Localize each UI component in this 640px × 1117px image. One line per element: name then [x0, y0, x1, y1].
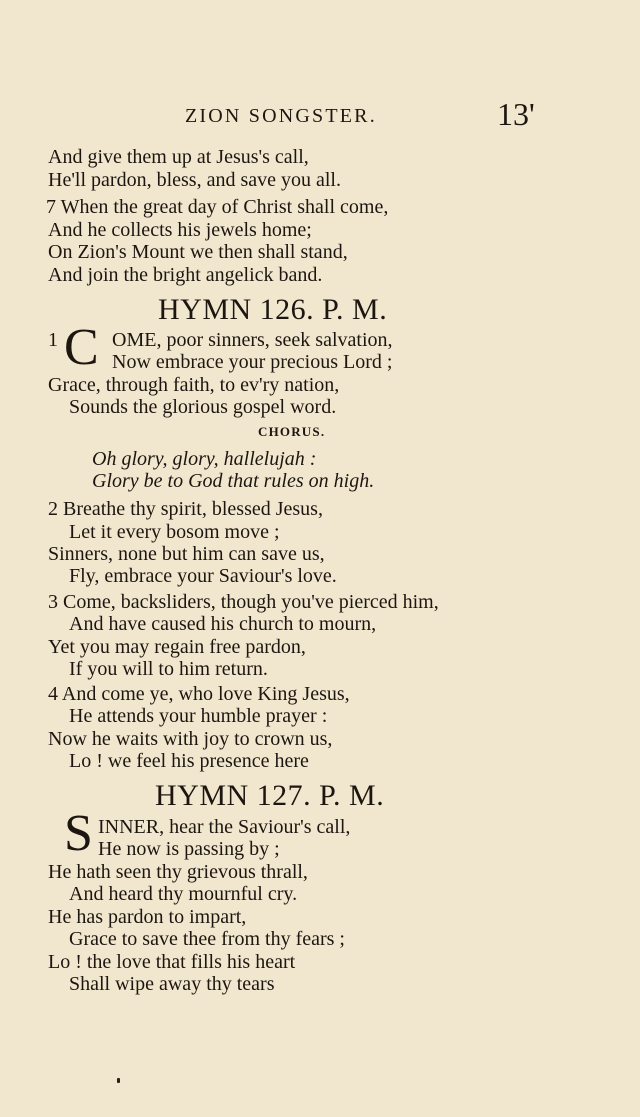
- page-header: [0, 96, 640, 132]
- drop-cap: C: [64, 319, 99, 376]
- verse-line: Sounds the glorious gospel word.: [69, 396, 337, 418]
- continuation-line: He'll pardon, bless, and save you all.: [48, 169, 341, 191]
- verse-line: If you will to him return.: [69, 658, 268, 680]
- verse-line: INNER, hear the Saviour's call,: [98, 816, 351, 838]
- verse-line: Sinners, none but him can save us,: [48, 543, 325, 565]
- verse-line: He hath seen thy grievous thrall,: [48, 861, 308, 883]
- hymn-127-title: HYMN 127. P. M.: [155, 779, 385, 812]
- verse-line: He has pardon to impart,: [48, 906, 247, 928]
- verse-line: OME, poor sinners, seek salvation,: [112, 329, 393, 351]
- verse-line: 7 When the great day of Christ shall come,: [46, 196, 389, 218]
- verse-line: And have caused his church to mourn,: [69, 613, 377, 635]
- verse-line: On Zion's Mount we then shall stand,: [48, 241, 348, 263]
- running-title: ZION SONGSTER.: [185, 105, 377, 127]
- verse-line: 2 Breathe thy spirit, blessed Jesus,: [48, 498, 323, 520]
- ink-speck: [117, 1078, 120, 1083]
- verse-line: Lo ! we feel his presence here: [69, 750, 309, 772]
- verse-line: Lo ! the love that fills his heart: [48, 951, 296, 973]
- verse-line: And heard thy mournful cry.: [69, 883, 298, 905]
- verse-line: And he collects his jewels home;: [48, 219, 312, 241]
- verse-line: Let it every bosom move ;: [69, 521, 280, 543]
- chorus-line: Glory be to God that rules on high.: [92, 470, 375, 492]
- verse-line: Grace, through faith, to ev'ry nation,: [48, 374, 340, 396]
- hymn-126-title: HYMN 126. P. M.: [158, 293, 388, 326]
- verse-line: Fly, embrace your Saviour's love.: [69, 565, 337, 587]
- verse-line: Now he waits with joy to crown us,: [48, 728, 333, 750]
- verse-line: He attends your humble prayer :: [69, 705, 328, 727]
- verse-line: He now is passing by ;: [98, 838, 280, 860]
- drop-cap: S: [64, 805, 93, 862]
- verse-line: Yet you may regain free pardon,: [48, 636, 306, 658]
- verse-line: 3 Come, backsliders, though you've pierced him,: [48, 591, 439, 613]
- page-number: 13': [497, 96, 535, 132]
- chorus-label: CHORUS.: [258, 424, 326, 439]
- verse-line: Now embrace your precious Lord ;: [112, 351, 393, 373]
- verse-line: Shall wipe away thy tears: [69, 973, 275, 995]
- verse-line: 4 And come ye, who love King Jesus,: [48, 683, 350, 705]
- verse-number: 1: [48, 329, 58, 351]
- verse-line: Grace to save thee from thy fears ;: [69, 928, 345, 950]
- chorus-line: Oh glory, glory, hallelujah :: [92, 448, 317, 470]
- continuation-line: And give them up at Jesus's call,: [48, 146, 309, 168]
- verse-line: And join the bright angelick band.: [48, 264, 323, 286]
